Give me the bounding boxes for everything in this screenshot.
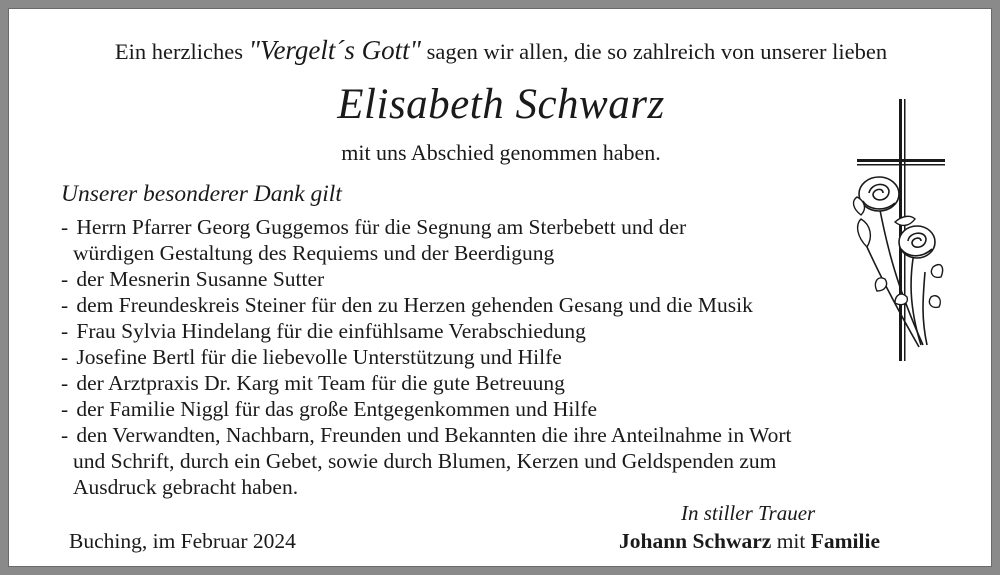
place-and-date: Buching, im Februar 2024	[69, 529, 296, 553]
cross-with-roses-icon	[837, 97, 945, 367]
list-item-text: der Arztpraxis Dr. Karg mit Team für die gute Betreuung	[76, 371, 565, 395]
thanks-list	[61, 214, 792, 500]
list-item-text: Frau Sylvia Hindelang für die einfühlsame Verabschiedung	[76, 319, 586, 343]
list-item-text: den Verwandten, Nachbarn, Freunden und Bekannten die ihre Anteilnahme in Wort	[76, 423, 792, 447]
intro-after: sagen wir allen, die so zahlreich von unserer lieben	[421, 39, 888, 64]
list-item-text: der Familie Niggl für das große Entgegenkommen und Hilfe	[76, 397, 598, 421]
signature-family: Familie	[810, 529, 881, 553]
list-item-continuation: Ausdruck gebracht haben.	[73, 475, 299, 499]
list-item-text: Josefine Bertl für die liebevolle Unterstützung und Hilfe	[76, 345, 562, 369]
list-item-continuation: würdigen Gestaltung des Requiems und der Beerdigung	[73, 241, 555, 265]
subline: mit uns Abschied genommen haben.	[341, 140, 661, 165]
list-item: - der Arztpraxis Dr. Karg mit Team für die gute Betreuung	[61, 371, 565, 395]
list-item-continuation: und Schrift, durch ein Gebet, sowie durch Blumen, Kerzen und Geldspenden zum	[73, 449, 777, 473]
thanks-heading: Unserer besonderer Dank gilt	[61, 181, 342, 207]
list-item: - Frau Sylvia Hindelang für die einfühlsame Verabschiedung	[61, 319, 586, 343]
list-item: - den Verwandten, Nachbarn, Freunden und Bekannten die ihre Anteilnahme in Wort und Schrift, durch ein Gebet, sowie durch Blumen, Kerzen und Geldspenden zum Ausdruck gebracht haben.	[61, 423, 792, 499]
list-item-text: der Mesnerin Susanne Sutter	[76, 267, 325, 291]
intro-quote: "Vergelt´s Gott"	[248, 35, 422, 65]
in-mourning-line: In stiller Trauer	[681, 501, 816, 525]
list-item: - Josefine Bertl für die liebevolle Unterstützung und Hilfe	[61, 345, 562, 369]
list-item-text: Herrn Pfarrer Georg Guggemos für die Segnung am Sterbebett und der	[76, 215, 687, 239]
list-item: - der Mesnerin Susanne Sutter	[61, 267, 325, 291]
deceased-name: Elisabeth Schwarz	[337, 81, 665, 128]
signature-name: Johann Schwarz	[619, 529, 772, 553]
intro-before: Ein herzliches	[114, 39, 249, 64]
list-item: - Herrn Pfarrer Georg Guggemos für die Segnung am Sterbebett und der würdigen Gestaltung des Requiems und der Beerdigung	[61, 214, 792, 266]
list-item-text: dem Freundeskreis Steiner für den zu Herzen gehenden Gesang und die Musik	[76, 293, 753, 317]
obituary-thanks-card	[8, 8, 992, 567]
list-item: - der Familie Niggl für das große Entgegenkommen und Hilfe	[61, 397, 598, 421]
intro-line	[9, 35, 993, 66]
signature-connector: mit	[771, 529, 811, 553]
list-item: - dem Freundeskreis Steiner für den zu Herzen gehenden Gesang und die Musik	[61, 293, 753, 317]
signature	[619, 529, 880, 554]
